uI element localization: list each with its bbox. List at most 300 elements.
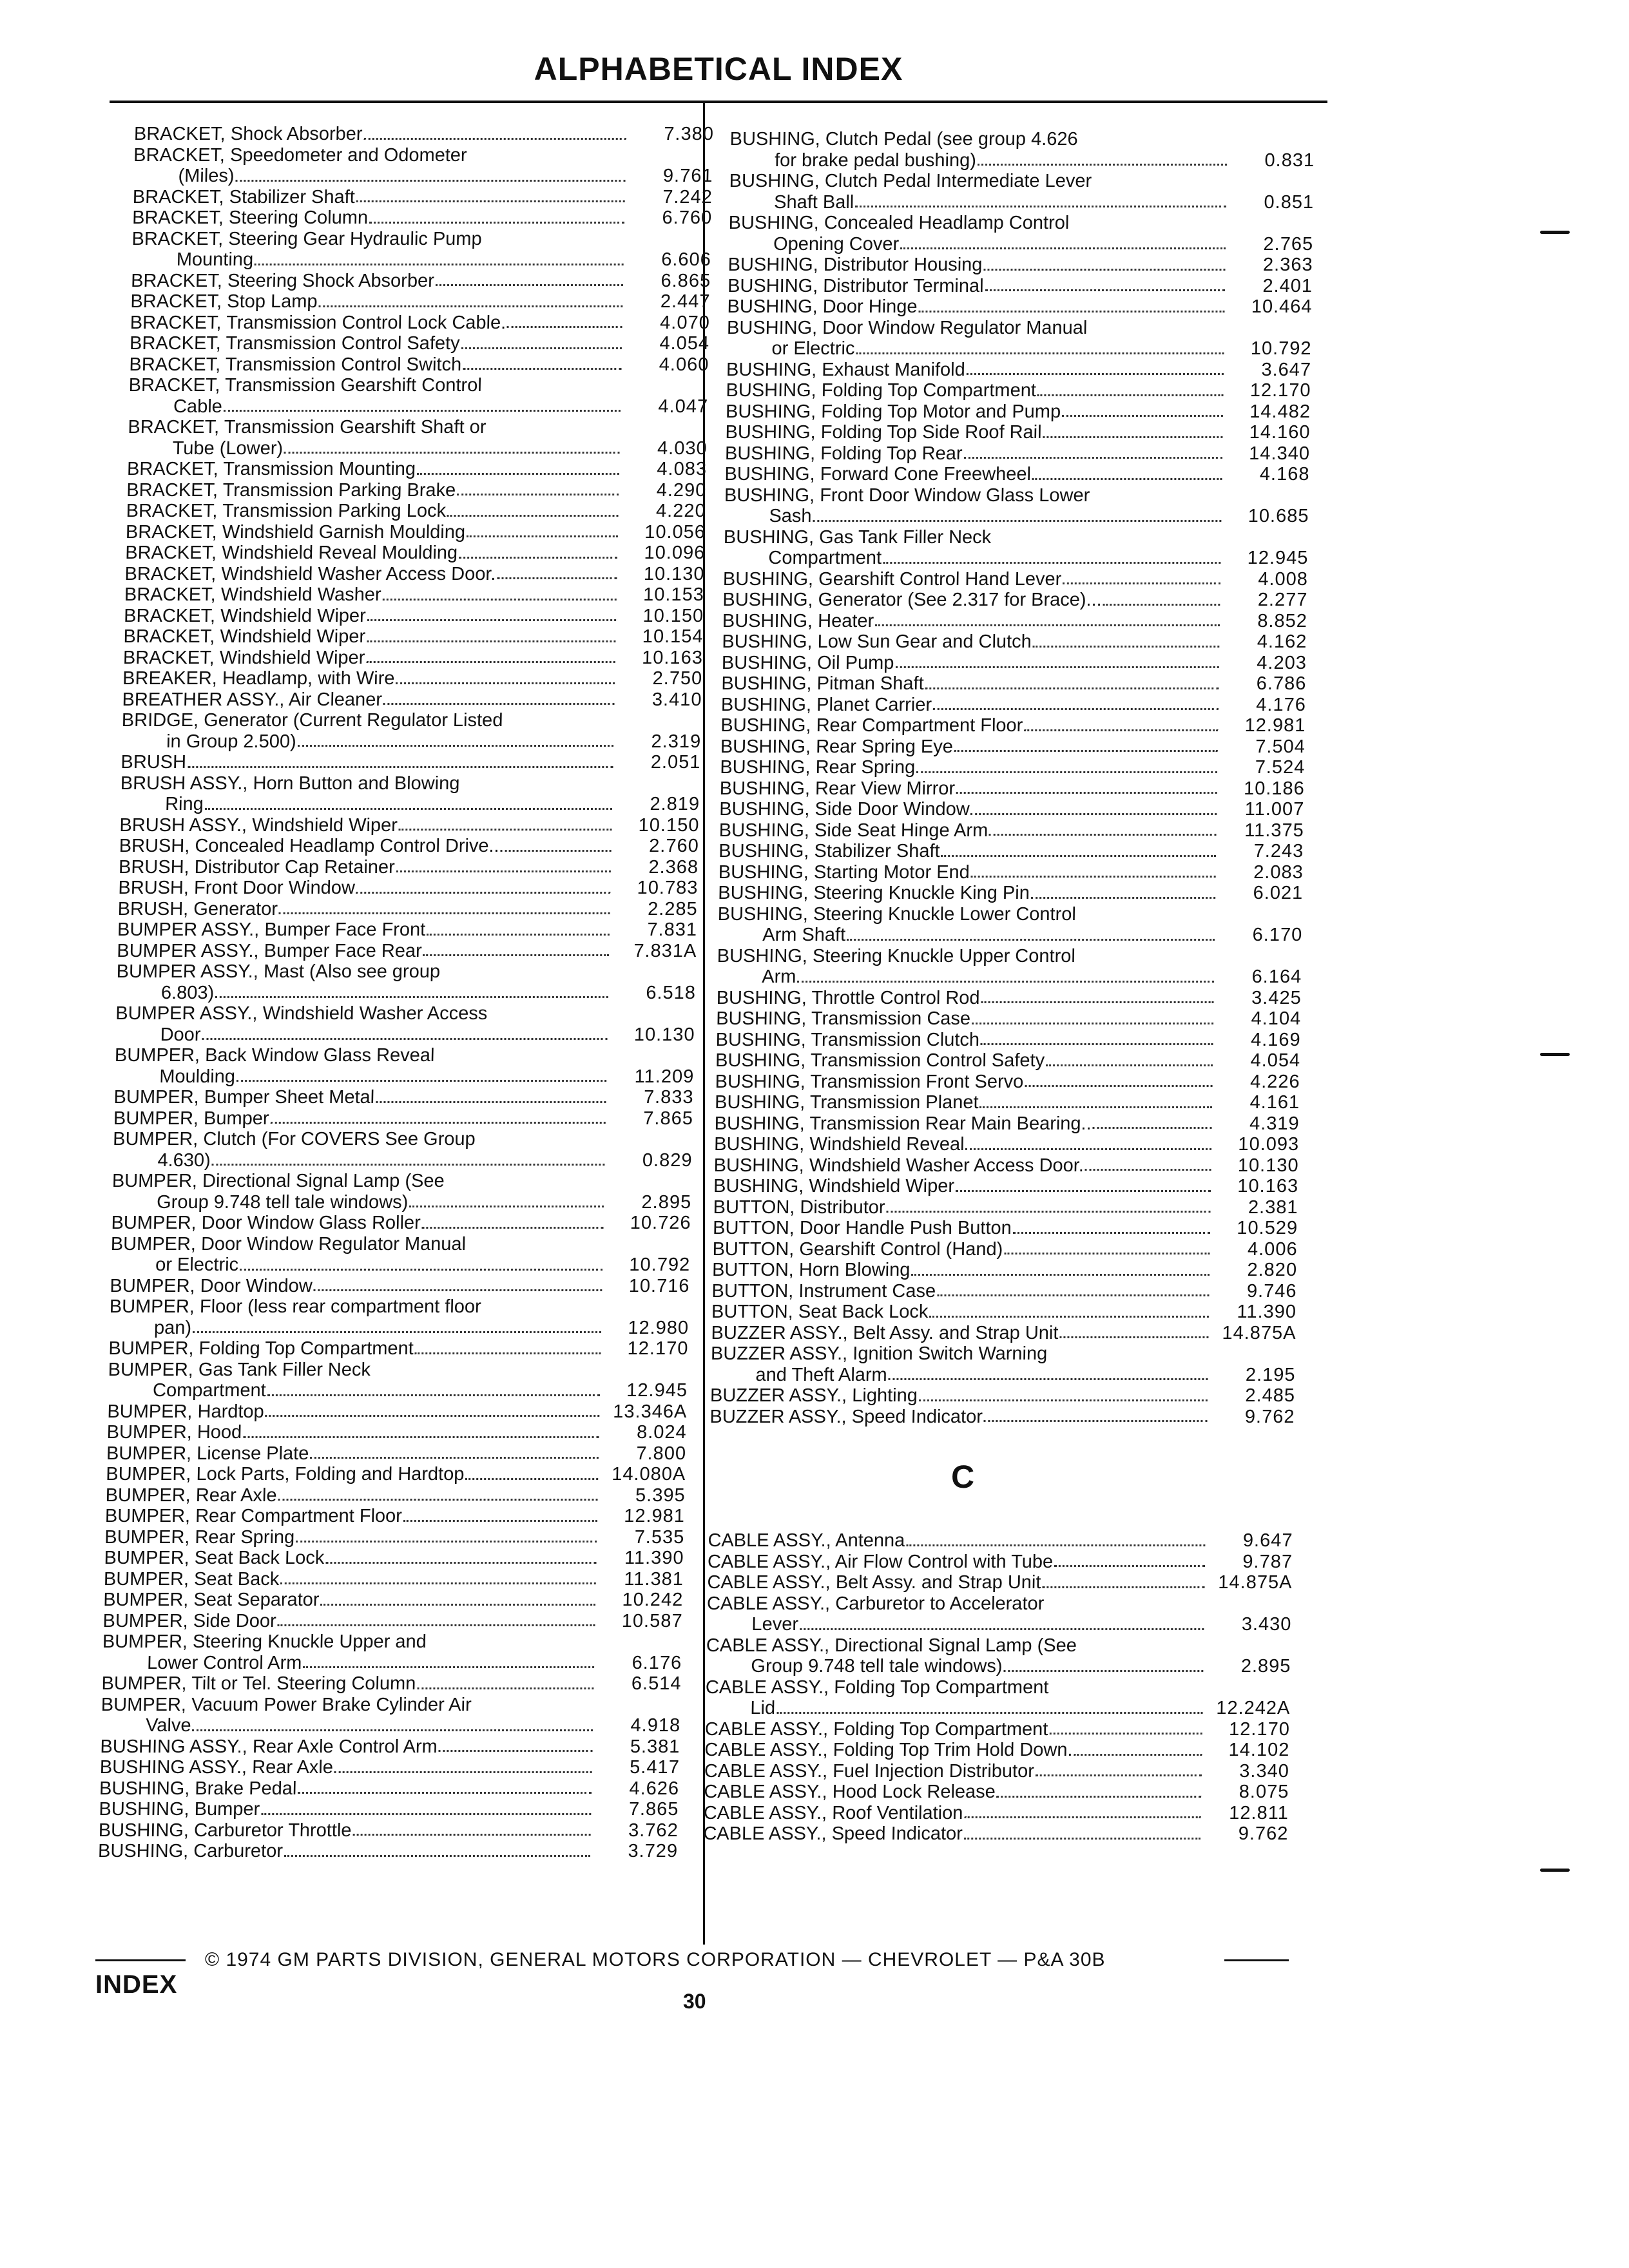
leader-dots (919, 1399, 1208, 1401)
leader-dots (376, 1101, 606, 1103)
entry-title: BRACKET, Stop Lamp (130, 291, 318, 312)
entry-title: BUMPER ASSY., Bumper Face Front (117, 919, 426, 940)
entry-title: BUMPER, Seat Back Lock (104, 1548, 325, 1568)
index-entry (720, 778, 1306, 800)
index-entry (128, 375, 709, 417)
entry-title-continued: Cable (173, 396, 223, 417)
entry-title: BUMPER, Rear Compartment Floor (104, 1506, 403, 1526)
index-entry (712, 1239, 1298, 1260)
entry-reference-number: 0.851 (1264, 191, 1315, 213)
entry-title: BRUSH, Distributor Cap Retainer (118, 856, 396, 878)
entry-title: CABLE ASSY., Directional Signal Lamp (See (706, 1635, 1077, 1656)
leader-dots (875, 624, 1220, 626)
entry-title: CABLE ASSY., Folding Top Compartment (705, 1677, 1049, 1698)
index-entry (101, 1695, 681, 1736)
leader-dots (776, 1712, 1202, 1714)
entry-title-continued: Arm (761, 966, 796, 987)
leader-dots (352, 1834, 590, 1836)
entry-title: BRACKET, Steering Shock Absorber (130, 270, 435, 291)
leader-dots (1074, 1754, 1202, 1756)
entry-reference-number: 5.381 (630, 1736, 680, 1757)
leader-dots (193, 1331, 601, 1333)
index-entry (703, 1823, 1289, 1845)
leader-dots (964, 1838, 1201, 1840)
leader-dots (463, 368, 621, 370)
index-entry (118, 878, 699, 899)
index-entry (718, 862, 1304, 883)
index-entry (723, 569, 1309, 590)
leader-dots (265, 1415, 600, 1417)
entry-reference-number: 2.195 (1245, 1364, 1296, 1385)
entry-title: BREAKER, Headlamp, with Wire (122, 668, 395, 689)
entry-title-continued: in Group 2.500) (166, 731, 297, 752)
leader-dots (983, 269, 1225, 271)
entry-reference-number: 11.390 (1237, 1302, 1297, 1322)
entry-reference-number: 6.786 (1256, 673, 1307, 694)
entry-title-continued: for brake pedal bushing) (774, 149, 977, 171)
leader-dots (243, 1436, 599, 1438)
entry-title: BUSHING, Clutch Pedal Intermediate Lever (729, 171, 1092, 191)
entry-reference-number: 4.070 (659, 312, 711, 333)
entry-reference-number: 11.209 (634, 1066, 695, 1087)
leader-dots (279, 912, 610, 914)
entry-title-continued: or Electric (155, 1254, 239, 1275)
entry-reference-number: 10.130 (633, 1024, 695, 1045)
leader-dots (202, 1038, 607, 1040)
entry-reference-number: 10.587 (621, 1610, 683, 1631)
entry-reference-number: 4.176 (1256, 694, 1307, 715)
entry-title: BUSHING, Carburetor Throttle (98, 1820, 352, 1841)
entry-title: BUMPER, Bumper (113, 1108, 269, 1129)
index-entry (726, 401, 1311, 423)
index-entry (133, 187, 713, 208)
index-entry (131, 229, 711, 271)
index-entry (708, 1552, 1293, 1573)
entry-reference-number: 6.164 (1251, 966, 1302, 987)
entry-reference-number: 5.395 (635, 1485, 686, 1506)
entry-title: BUMPER, Directional Signal Lamp (See (111, 1171, 445, 1191)
entry-title: BUSHING, Gearshift Control Hand Lever (722, 568, 1062, 590)
entry-title: CABLE ASSY., Hood Lock Release (704, 1782, 996, 1802)
entry-title: BUSHING, Carburetor (97, 1841, 284, 1861)
index-entry (708, 1530, 1293, 1552)
index-entry (720, 715, 1306, 736)
leader-dots (856, 352, 1224, 354)
entry-reference-number: 14.875A (1222, 1322, 1296, 1343)
entry-title-continued: Sash (769, 506, 812, 526)
entry-reference-number: 12.170 (1249, 380, 1311, 401)
entry-title: BRACKET, Windshield Wiper (123, 605, 367, 626)
entry-title: BUSHING, Transmission Case (715, 1008, 971, 1029)
index-entry (713, 1176, 1299, 1197)
leader-dots (356, 200, 625, 202)
entry-title: BUZZER ASSY., Speed Indicator (709, 1406, 983, 1427)
entry-reference-number: 10.150 (638, 814, 700, 836)
index-entry (705, 1677, 1291, 1719)
title-rule (110, 101, 1327, 103)
index-entry (721, 673, 1307, 695)
leader-dots (1049, 1733, 1202, 1735)
leader-dots (188, 766, 613, 768)
entry-title: BUSHING, Concealed Headlamp Control (728, 213, 1070, 233)
entry-reference-number: 2.485 (1245, 1385, 1296, 1406)
leader-dots (900, 247, 1226, 249)
entry-reference-number: 4.290 (656, 479, 707, 501)
entry-reference-number: 2.447 (660, 291, 711, 312)
index-entry (719, 820, 1305, 841)
entry-reference-number: 10.792 (1250, 338, 1312, 359)
leader-dots (215, 996, 608, 998)
entry-title: BUSHING, Bumper (99, 1799, 260, 1820)
entry-title: BUMPER, License Plate (106, 1443, 309, 1464)
entry-reference-number: 6.021 (1253, 883, 1304, 903)
index-entry (706, 1635, 1291, 1677)
leader-dots (314, 1289, 602, 1291)
entry-title: BUSHING, Distributor Terminal (727, 275, 984, 296)
entry-reference-number: 8.075 (1239, 1782, 1289, 1802)
footer-rule-right (1224, 1959, 1289, 1961)
leader-dots (954, 750, 1218, 752)
entry-reference-number: 12.170 (627, 1338, 689, 1359)
entry-title: BUMPER, Rear Spring (104, 1526, 295, 1548)
footer-copyright: © 1974 GM PARTS DIVISION, GENERAL MOTORS CORPORATION — CHEVROLET — P&A 30B (205, 1949, 1106, 1970)
entry-title: BRACKET, Windshield Washer Access Door. (124, 563, 496, 584)
entry-reference-number: 9.762 (1238, 1823, 1289, 1844)
b-section-entries (709, 129, 1315, 1427)
leader-dots (886, 1211, 1210, 1213)
leader-dots (937, 1294, 1209, 1296)
index-entry (130, 333, 710, 354)
entry-reference-number: 9.746 (1246, 1280, 1297, 1302)
leader-dots (325, 1562, 596, 1564)
index-entry (105, 1506, 686, 1527)
entry-title: BUSHING, Front Door Window Glass Lower (724, 485, 1090, 506)
index-entry (126, 501, 706, 522)
leader-dots (436, 284, 623, 286)
entry-reference-number: 7.831A (633, 940, 697, 961)
entry-reference-number: 10.242 (622, 1590, 684, 1610)
index-entry (98, 1820, 679, 1841)
index-entry (711, 1323, 1296, 1344)
leader-dots (971, 813, 1217, 815)
leader-dots (1046, 1064, 1213, 1066)
entry-title: BRACKET, Steering Column (131, 207, 369, 228)
index-entry (120, 752, 701, 773)
entry-title: BUSHING, Transmission Control Safety (715, 1050, 1045, 1071)
index-entry (715, 1072, 1300, 1093)
index-entry (713, 1155, 1299, 1177)
leader-dots (255, 264, 624, 265)
leader-dots (367, 640, 616, 642)
leader-dots (956, 792, 1217, 794)
index-entry (712, 1260, 1298, 1281)
entry-title: BUSHING, Heater (722, 610, 874, 631)
entry-reference-number: 10.150 (642, 605, 704, 626)
leader-dots (847, 939, 1215, 941)
leader-dots (303, 1666, 594, 1668)
entry-reference-number: 9.787 (1242, 1551, 1293, 1572)
entry-title: BUMPER, Hood (106, 1422, 242, 1443)
entry-title: BUMPER, Door Window Regulator Manual (110, 1233, 467, 1254)
leader-dots (224, 410, 621, 412)
entry-title-continued: Group 9.748 tell tale windows) (156, 1191, 409, 1213)
leader-dots (979, 1106, 1212, 1108)
entry-title: BUTTON, Door Handle Push Button (712, 1218, 1012, 1238)
leader-dots (985, 289, 1225, 291)
entry-reference-number: 10.163 (641, 647, 704, 668)
leader-dots (1003, 1670, 1203, 1672)
leader-dots (501, 850, 612, 852)
entry-reference-number: 7.535 (634, 1526, 685, 1548)
leader-dots (507, 326, 622, 328)
entry-title: BUMPER, Clutch (For COVERS See Group (112, 1129, 476, 1149)
entry-reference-number: 4.083 (657, 459, 708, 479)
entry-title: BUSHING, Throttle Control Rod (716, 987, 980, 1008)
entry-reference-number: 12.945 (626, 1380, 688, 1401)
index-entry (722, 590, 1308, 611)
index-entry (710, 1385, 1296, 1407)
entry-title-continued: or Electric (771, 338, 855, 359)
leader-dots (1043, 436, 1222, 438)
index-entry (716, 988, 1302, 1009)
entry-title: BUSHING, Transmission Rear Main Bearing.. (714, 1113, 1092, 1134)
leader-dots (415, 1352, 601, 1354)
leader-dots (911, 1274, 1210, 1276)
entry-title: BUMPER, Back Window Glass Reveal (114, 1045, 435, 1066)
entry-title-continued: Ring (164, 794, 204, 814)
entry-reference-number: 10.685 (1248, 506, 1309, 526)
leader-dots (320, 1604, 595, 1606)
entry-reference-number: 10.163 (1237, 1176, 1299, 1196)
index-entry (121, 710, 702, 752)
leader-dots (965, 1148, 1211, 1150)
entry-title: BUSHING, Oil Pump (721, 652, 894, 673)
index-entry (101, 1673, 682, 1695)
entry-reference-number: 10.096 (644, 543, 706, 563)
leader-dots (363, 138, 626, 140)
entry-title: CABLE ASSY., Folding Top Compartment (704, 1718, 1048, 1740)
entry-reference-number: 10.186 (1243, 778, 1306, 799)
entry-title: BUMPER, Seat Back (103, 1568, 280, 1590)
leader-dots (467, 535, 618, 537)
entry-title-continued: Opening Cover (773, 233, 900, 255)
entry-title: CABLE ASSY., Antenna (708, 1530, 905, 1551)
entry-title: CABLE ASSY., Speed Indicator (703, 1823, 963, 1844)
right-index-column (703, 129, 1315, 1845)
index-entry (117, 919, 698, 941)
index-entry (110, 1276, 690, 1297)
leader-dots (310, 1457, 599, 1459)
index-entry (704, 1803, 1289, 1824)
entry-reference-number: 10.464 (1251, 296, 1313, 317)
index-entry (717, 946, 1302, 988)
index-entry (115, 1003, 695, 1045)
entry-title: BUSHING, Rear Compartment Floor (720, 715, 1023, 736)
entry-reference-number: 13.346A (613, 1401, 688, 1422)
leader-dots (797, 981, 1214, 983)
index-entry (131, 271, 711, 292)
entry-title: BUSHING, Side Seat Hinge Arm (718, 820, 988, 841)
leader-dots (298, 745, 614, 747)
entry-reference-number: 10.783 (637, 878, 699, 898)
entry-title: BUSHING, Folding Top Compartment (726, 380, 1037, 401)
entry-title-continued: Arm Shaft (762, 925, 846, 945)
leader-dots (978, 164, 1227, 166)
entry-title: BRACKET, Transmission Parking Lock (126, 501, 447, 521)
index-entry (718, 883, 1304, 904)
entry-title: BRACKET, Stabilizer Shaft (132, 186, 356, 207)
entry-reference-number: 14.102 (1228, 1740, 1290, 1760)
entry-reference-number: 3.762 (628, 1820, 679, 1841)
entry-reference-number: 7.865 (643, 1108, 694, 1129)
entry-title: BUMPER, Seat Separator (102, 1590, 320, 1610)
entry-reference-number: 7.242 (662, 186, 713, 207)
entry-title-continued: Lower Control Arm (146, 1652, 302, 1673)
leader-dots (981, 1043, 1213, 1045)
index-entry (728, 255, 1313, 276)
index-entry (104, 1569, 684, 1590)
entry-title: BUSHING, Windshield Washer Access Door. (713, 1155, 1084, 1176)
entry-title: BRACKET, Steering Gear Hydraulic Pump (131, 228, 483, 249)
leader-dots (459, 557, 617, 559)
index-entry (103, 1590, 684, 1611)
leader-dots (382, 599, 616, 601)
leader-dots (971, 876, 1216, 878)
entry-reference-number: 10.529 (1237, 1218, 1298, 1238)
entry-reference-number: 4.008 (1258, 568, 1309, 590)
entry-reference-number: 7.831 (647, 919, 698, 940)
entry-title: BUMPER, Folding Top Compartment (108, 1338, 414, 1359)
entry-reference-number: 4.168 (1259, 464, 1310, 485)
leader-dots (270, 1122, 605, 1124)
entry-title: BUSHING ASSY., Rear Axle Control Arm (100, 1736, 438, 1757)
entry-title: BUSHING, Exhaust Manifold (726, 359, 965, 380)
leader-dots (399, 829, 612, 831)
entry-reference-number: 3.647 (1261, 359, 1312, 380)
entry-title: BRUSH ASSY., Horn Button and Blowing (120, 773, 460, 794)
index-entry (127, 459, 708, 480)
index-entry (124, 564, 705, 585)
leader-dots (240, 1269, 602, 1271)
entry-reference-number: 7.524 (1255, 757, 1306, 778)
entry-reference-number: 10.154 (642, 626, 704, 647)
entry-reference-number: 2.083 (1253, 861, 1304, 883)
entry-reference-number: 2.381 (1248, 1196, 1298, 1218)
index-entry (710, 1343, 1296, 1385)
index-entry (711, 1302, 1297, 1323)
entry-title: BUMPER ASSY., Bumper Face Rear (117, 940, 423, 961)
index-entry (106, 1464, 686, 1485)
leader-dots (422, 1227, 604, 1229)
leader-dots (929, 1316, 1209, 1318)
leader-dots (895, 666, 1219, 668)
index-entry (119, 836, 699, 857)
entry-reference-number: 7.504 (1255, 736, 1306, 757)
index-entry (127, 417, 708, 459)
index-entry (102, 1611, 683, 1632)
index-entry (129, 354, 709, 376)
index-entry (716, 1008, 1302, 1030)
index-entry (110, 1234, 691, 1276)
index-entry (112, 1129, 693, 1171)
entry-title: BUSHING, Gas Tank Filler Neck (723, 526, 992, 548)
entry-title: BRACKET, Windshield Reveal Moulding (124, 543, 458, 563)
index-entry (720, 736, 1306, 758)
entry-reference-number: 6.865 (660, 270, 711, 291)
entry-title: BUMPER, Vacuum Power Brake Cylinder Air (101, 1694, 472, 1715)
index-entry (704, 1740, 1290, 1761)
entry-reference-number: 12.980 (628, 1317, 689, 1338)
entry-title: BUSHING, Transmission Clutch (715, 1029, 980, 1050)
index-entry (705, 1719, 1291, 1740)
section-letter-c: C (950, 1459, 975, 1495)
entry-title: CABLE ASSY., Roof Ventilation (703, 1802, 963, 1823)
entry-reference-number: 2.895 (1240, 1656, 1291, 1677)
entry-reference-number: 4.169 (1250, 1029, 1301, 1050)
entry-reference-number: 4.203 (1257, 652, 1307, 673)
index-entry (718, 841, 1304, 862)
leader-dots (1004, 1253, 1210, 1254)
entry-title: BUSHING, Low Sun Gear and Clutch (722, 631, 1032, 652)
entry-title: BUSHING, Brake Pedal (99, 1778, 297, 1799)
leader-dots (855, 206, 1226, 207)
entry-title: BUTTON, Instrument Case (711, 1280, 936, 1302)
entry-title: BUMPER ASSY., Windshield Washer Access (115, 1003, 488, 1024)
entry-reference-number: 2.277 (1257, 590, 1308, 610)
entry-reference-number: 2.760 (648, 836, 700, 856)
leader-dots (956, 1190, 1211, 1192)
entry-reference-number: 6.170 (1252, 925, 1303, 945)
entry-title: CABLE ASSY., Air Flow Control with Tube (707, 1551, 1054, 1572)
leader-dots (267, 1394, 600, 1396)
entry-title: BUMPER, Side Door (102, 1610, 277, 1631)
index-entry (119, 815, 700, 836)
leader-dots (906, 1544, 1205, 1546)
index-entry (100, 1736, 680, 1758)
index-entry (105, 1485, 686, 1506)
leader-dots (967, 373, 1224, 375)
leader-dots (925, 687, 1219, 689)
entry-title-continued: Lever (751, 1614, 799, 1635)
entry-title: CABLE ASSY., Carburetor to Accelerator (706, 1593, 1045, 1614)
entry-reference-number: 9.647 (1242, 1530, 1293, 1551)
leader-dots (933, 708, 1219, 710)
leader-dots (916, 771, 1217, 773)
leader-dots (972, 1023, 1213, 1024)
entry-title: BUSHING, Rear Spring Eye (720, 736, 954, 757)
index-entry (134, 124, 715, 145)
entry-title: BUTTON, Seat Back Lock (711, 1302, 929, 1322)
leader-dots (403, 1520, 597, 1522)
entry-reference-number: 3.430 (1241, 1614, 1292, 1635)
index-entry (714, 1134, 1300, 1155)
entry-title: BUSHING, Rear Spring (720, 757, 916, 778)
index-entry (722, 631, 1307, 653)
entry-reference-number: 6.176 (631, 1652, 682, 1673)
entry-title-continued: Tube (Lower) (172, 437, 284, 459)
entry-title: BUTTON, Distributor (713, 1196, 885, 1218)
index-entry (99, 1778, 680, 1800)
entry-title: BUSHING, Transmission Front Servo (715, 1071, 1024, 1092)
entry-title: CABLE ASSY., Fuel Injection Distributor (704, 1760, 1035, 1782)
entry-title: BUSHING, Rear View Mirror (719, 778, 956, 799)
entry-title: BRACKET, Windshield Washer (124, 584, 381, 605)
entry-title: BRUSH, Generator (117, 898, 278, 919)
leader-dots (205, 808, 612, 810)
entry-reference-number: 2.363 (1262, 255, 1313, 275)
entry-title: BUMPER, Tilt or Tel. Steering Column (101, 1673, 416, 1694)
entry-title: BUSHING, Stabilizer Shaft (718, 841, 940, 861)
